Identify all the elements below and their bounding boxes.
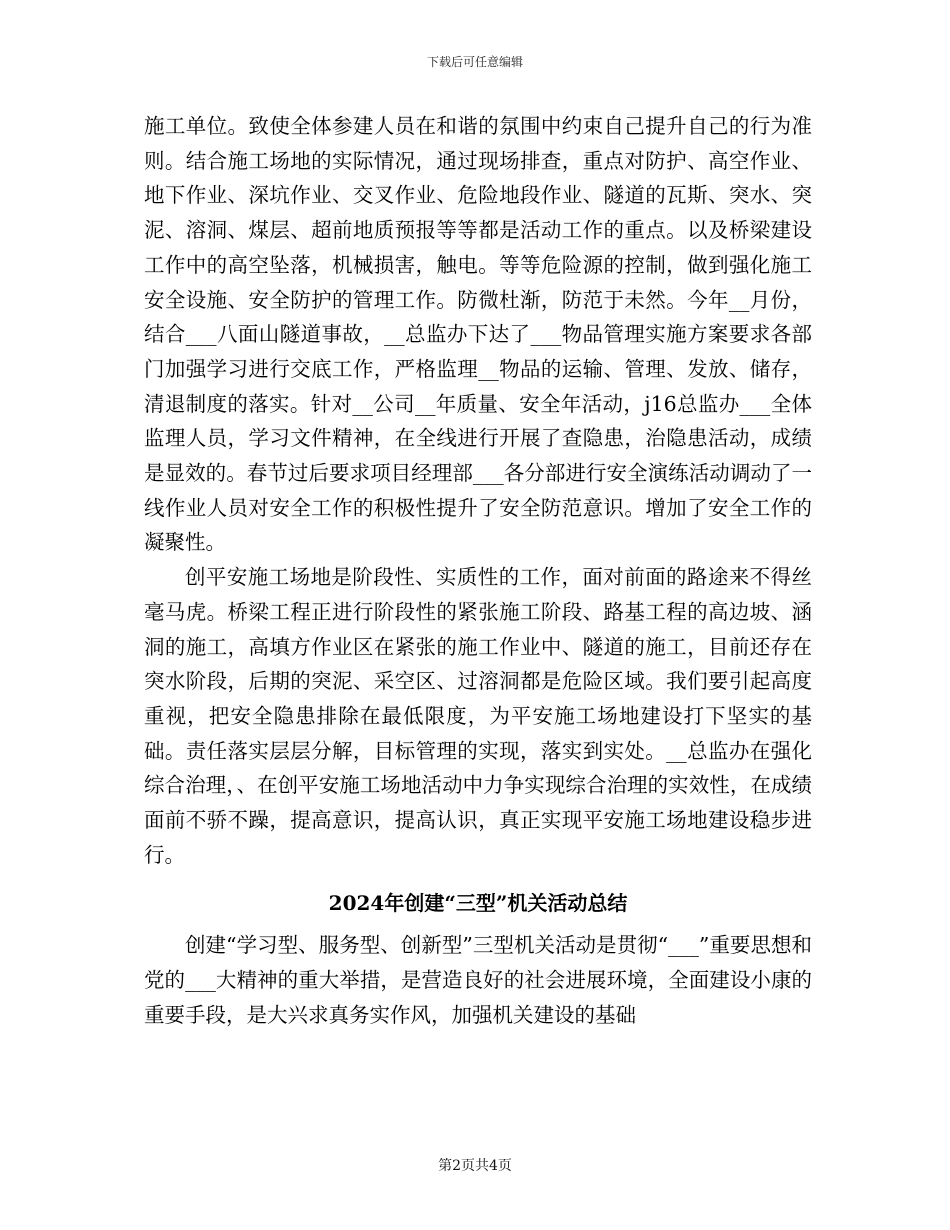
document-body [144, 109, 812, 1033]
paragraph-section-intro: 创建“学习型、服务型、创新型”三型机关活动是贯彻“___”重要思想和党的___大精神的重大举措，是营造良好的社会进展环境，全面建设小康的重要手段，是大兴求真务实作风，加强机关建设的基础 [144, 933, 812, 1027]
page-header: 下载后可任意编辑 [426, 55, 523, 69]
section-title: 2024年创建“三型”机关活动总结 [328, 891, 628, 916]
paragraph-safe-construction: 创平安施工场地是阶段性、实质性的工作，面对前面的路途来不得丝毫马虎。桥梁工程正进行阶段性的紧张施工阶段、路基工程的高边坡、涵洞的施工，高填方作业区在紧张的施工作业中、隧道的施工，目前还存在突水阶段，后期的突泥、采空区、过溶洞都是危险区域。我们要引起高度重视，把安全隐患排除在最低限度，为平安施工场地建设打下坚实的基础。责任落实层层分解，目标管理的实现，落实到实处。__总监办在强化综合治理，、在创平安施工场地活动中力争实现综合治理的实效性，在成绩面前不骄不躁，提高意识，提高认识，真正实现平安施工场地建设稳步进行。 [144, 565, 812, 867]
page-footer: 第2页共4页 [438, 1158, 512, 1174]
paragraph-continuation: 施工单位。致使全体参建人员在和谐的氛围中约束自己提升自己的行为准则。结合施工场地的实际情况，通过现场排查，重点对防护、高空作业、地下作业、深坑作业、交叉作业、危险地段作业、隧道的瓦斯、突水、突泥、溶洞、煤层、超前地质预报等等都是活动工作的重点。以及桥梁建设工作中的高空坠落，机械损害，触电。等等危险源的控制，做到强化施工安全设施、安全防护的管理工作。防微杜渐，防范于未然。今年__月份，结合___八面山隧道事故，__总监办下达了___物品管理实施方案要求各部门加强学习进行交底工作，严格监理__物品的运输、管理、发放、储存，清退制度的落实。针对__公司__年质量、安全年活动，j16总监办___全体监理人员，学习文件精神，在全线进行开展了查隐患，治隐患活动，成绩是显效的。春节过后要求项目经理部___各分部进行安全演练活动调动了一线作业人员对安全工作的积极性提升了安全防范意识。增加了安全工作的凝聚性。 [144, 114, 812, 555]
